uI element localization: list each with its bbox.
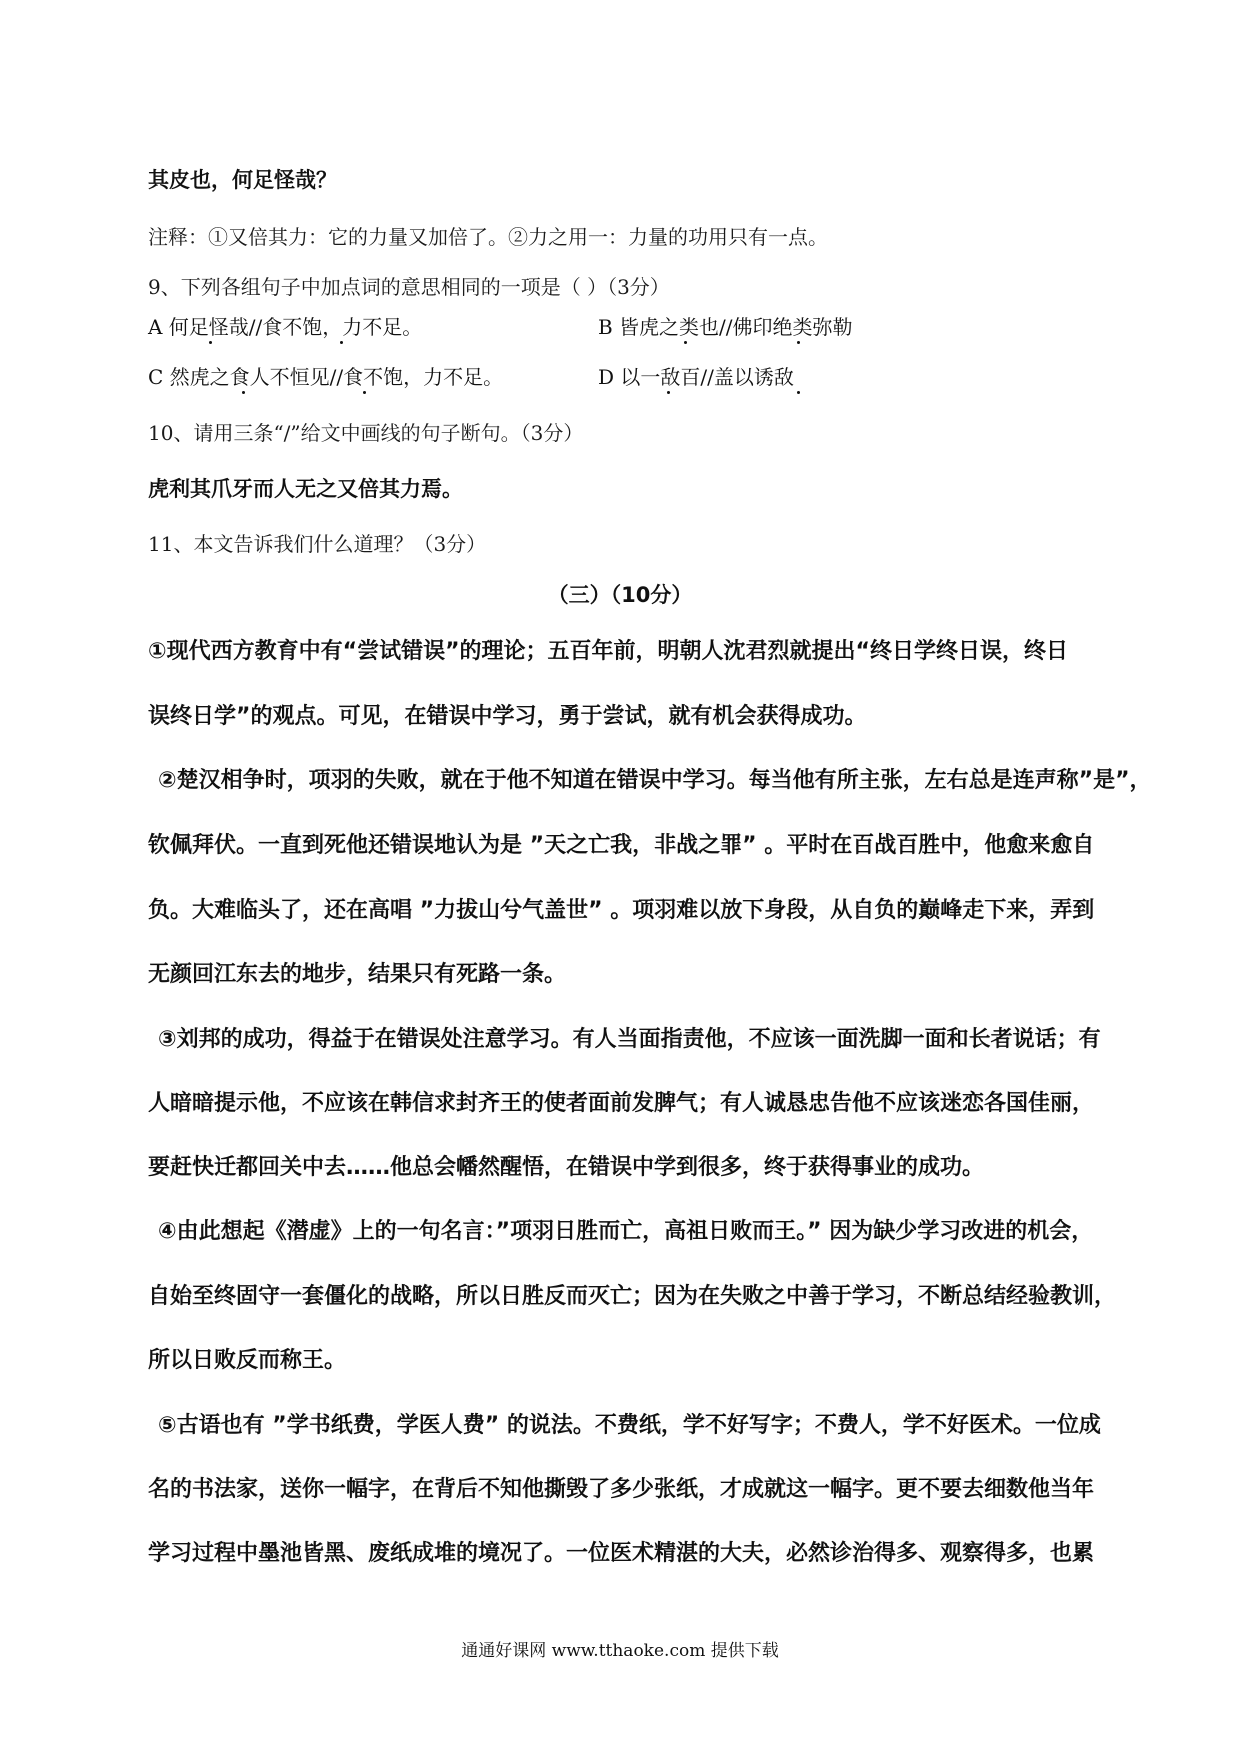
paragraph-2-line-2: 钦佩拜伏。一直到死他还错误地认为是 ”天之亡我，非战之罪” 。平时在百战百胜中，他愈来愈自: [148, 833, 1095, 858]
question-11: 11、本文告诉我们什么道理？（3分）: [148, 532, 487, 556]
paragraph-5-line-2: 名的书法家，送你一幅字，在背后不知他撕毁了多少张纸，才成就这一幅字。更不要去细数他当年: [148, 1477, 1095, 1502]
emphasis-dot: [209, 341, 212, 344]
paragraph-3-line-2: 人暗暗提示他，不应该在韩信求封齐王的使者面前发脾气；有人诚恳忠告他不应该迷恋各国佳丽，: [148, 1091, 1095, 1116]
paragraph-5-line-1: ⑤古语也有 ”学书纸费，学医人费” 的说法。不费纸，学不好写字；不费人，学不好医术。一位成: [158, 1413, 1101, 1438]
question-10: 10、请用三条“/”给文中画线的句子断句。（3分）: [148, 421, 584, 445]
question-9-option-c: C 然虎之食人不恒见//食不饱，力不足。: [148, 365, 504, 389]
question-9-option-d: D 以一敌百//盖以诱敌: [598, 365, 794, 389]
paragraph-2-line-3: 负。大难临头了，还在高唱 ”力拔山兮气盖世” 。项羽难以放下身段，从自负的巅峰走下来，弄到: [148, 898, 1095, 923]
paragraph-4-line-1: ④由此想起《潜虚》上的一句名言：”项羽日胜而亡，高祖日败而王。” 因为缺少学习改进的机会，: [158, 1219, 1094, 1244]
question-9-option-a: A 何足怪哉//食不饱，力不足。: [148, 315, 423, 339]
paragraph-2-line-1: ②楚汉相争时，项羽的失败，就在于他不知道在错误中学习。每当他有所主张，左右总是连声称”是”，: [158, 768, 1152, 793]
emphasis-dot: [242, 391, 245, 394]
question-10-sentence: 虎利其爪牙而人无之又倍其力焉。: [148, 477, 463, 501]
emphasis-dot: [363, 391, 366, 394]
paragraph-4-line-2: 自始至终固守一套僵化的战略，所以日胜反而灭亡；因为在失败之中善于学习，不断总结经验教训，: [148, 1284, 1117, 1309]
passage-ending-line: 其皮也，何足怪哉？: [148, 168, 337, 192]
question-9-option-b: B 皆虎之类也//佛印绝类弥勒: [598, 315, 853, 339]
section-title: （三）（10分）: [547, 583, 693, 607]
page-footer: 通通好课网 www.tthaoke.com 提供下载: [461, 1641, 779, 1661]
paragraph-3-line-1: ③刘邦的成功，得益于在错误处注意学习。有人当面指责他，不应该一面洗脚一面和长者说话；有: [158, 1027, 1101, 1052]
paragraph-3-line-3: 要赶快迁都回关中去……他总会幡然醒悟，在错误中学到很多，终于获得事业的成功。: [148, 1155, 985, 1180]
paragraph-5-line-3: 学习过程中墨池皆黑、废纸成堆的境况了。一位医术精湛的大夫，必然诊治得多、观察得多，也累: [148, 1541, 1095, 1566]
paragraph-2-line-4: 无颜回江东去的地步，结果只有死路一条。: [148, 962, 567, 987]
emphasis-dot: [797, 391, 800, 394]
annotation-note: 注释：①又倍其力：它的力量又加倍了。②力之用一：力量的功用只有一点。: [148, 225, 828, 249]
question-9: 9、下列各组句子中加点词的意思相同的一项是（ ）（3分）: [148, 275, 670, 299]
paragraph-1-line-2: 误终日学”的观点。可见，在错误中学习，勇于尝试，就有机会获得成功。: [148, 704, 867, 729]
emphasis-dot: [667, 391, 670, 394]
emphasis-dot: [797, 341, 800, 344]
emphasis-dot: [684, 341, 687, 344]
emphasis-dot: [340, 341, 343, 344]
paragraph-4-line-3: 所以日败反而称王。: [148, 1348, 347, 1373]
paragraph-1-line-1: ①现代西方教育中有“尝试错误”的理论；五百年前，明朝人沈君烈就提出“终日学终日误，终日: [148, 639, 1069, 664]
